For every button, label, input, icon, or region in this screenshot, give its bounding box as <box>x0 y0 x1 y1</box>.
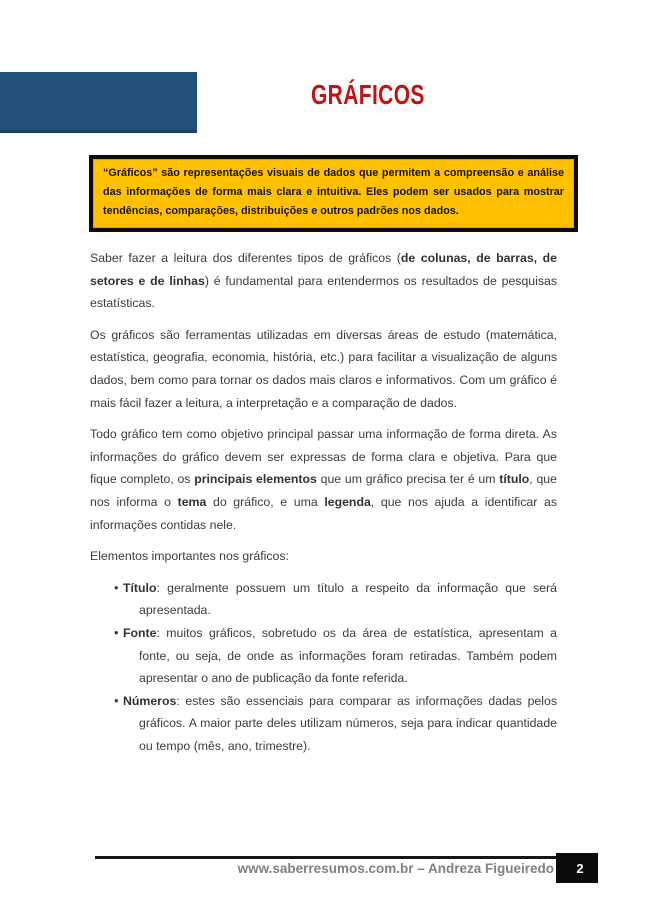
footer-credit: www.saberresumos.com.br – Andreza Figueiredo <box>237 861 554 876</box>
list-item: • Números: estes são essenciais para comparar as informações dadas pelos gráficos. A maior parte deles utilizam números, seja para indicar quantidade ou tempo (mês, ano, trimestre). <box>90 690 557 758</box>
body-paragraph: Os gráficos são ferramentas utilizadas em diversas áreas de estudo (matemática, estatística, geografia, economia, história, etc.) para facilitar a visualização de alguns dados, bem como para tornar os dados mais claros e informativos. Com um gráfico é mais fácil fazer a leitura, a interpretação e a comparação de dados. <box>90 327 557 410</box>
page-title-text: GRÁFICOS <box>310 79 425 110</box>
page-number: 2 <box>576 860 584 876</box>
body-paragraph: Todo gráfico tem como objetivo principal passar uma informação de forma direta. As informações do gráfico devem ser expressas de forma clara e objetiva. Para que fique completo, os principais elementos que um gráfico precisa ter é um título, que nos informa o tema do gráfico, e uma legenda, que nos ajuda a identificar as informações contidas nele. <box>90 427 557 532</box>
highlight-box-text: “Gráficos” são representações visuais de dados que permitem a compreensão e análise das informações de forma mais clara e intuitiva. Eles podem ser usados para mostrar tendências, comparações, distribuições e outros padrões nos dados. <box>103 167 564 217</box>
list-item: • Fonte: muitos gráficos, sobretudo os da área de estatística, apresentam a fonte, ou seja, de onde as informações foram retiradas. Também podem apresentar o ano de publicação da fonte referida. <box>90 622 557 690</box>
list-intro: Elementos importantes nos gráficos: <box>90 549 289 564</box>
list-item: • Título: geralmente possuem um título a respeito da informação que será apresentada. <box>90 577 557 622</box>
body-paragraph: Saber fazer a leitura dos diferentes tipos de gráficos (de colunas, de barras, de setores e de linhas) é fundamental para entendermos os resultados de pesquisas estatísticas. <box>90 251 557 311</box>
page-number-badge <box>556 853 598 883</box>
highlight-box <box>89 155 578 232</box>
page-title <box>90 79 645 111</box>
footer-divider <box>95 856 556 859</box>
body-content <box>90 247 557 757</box>
elements-bullet-list <box>90 577 557 758</box>
